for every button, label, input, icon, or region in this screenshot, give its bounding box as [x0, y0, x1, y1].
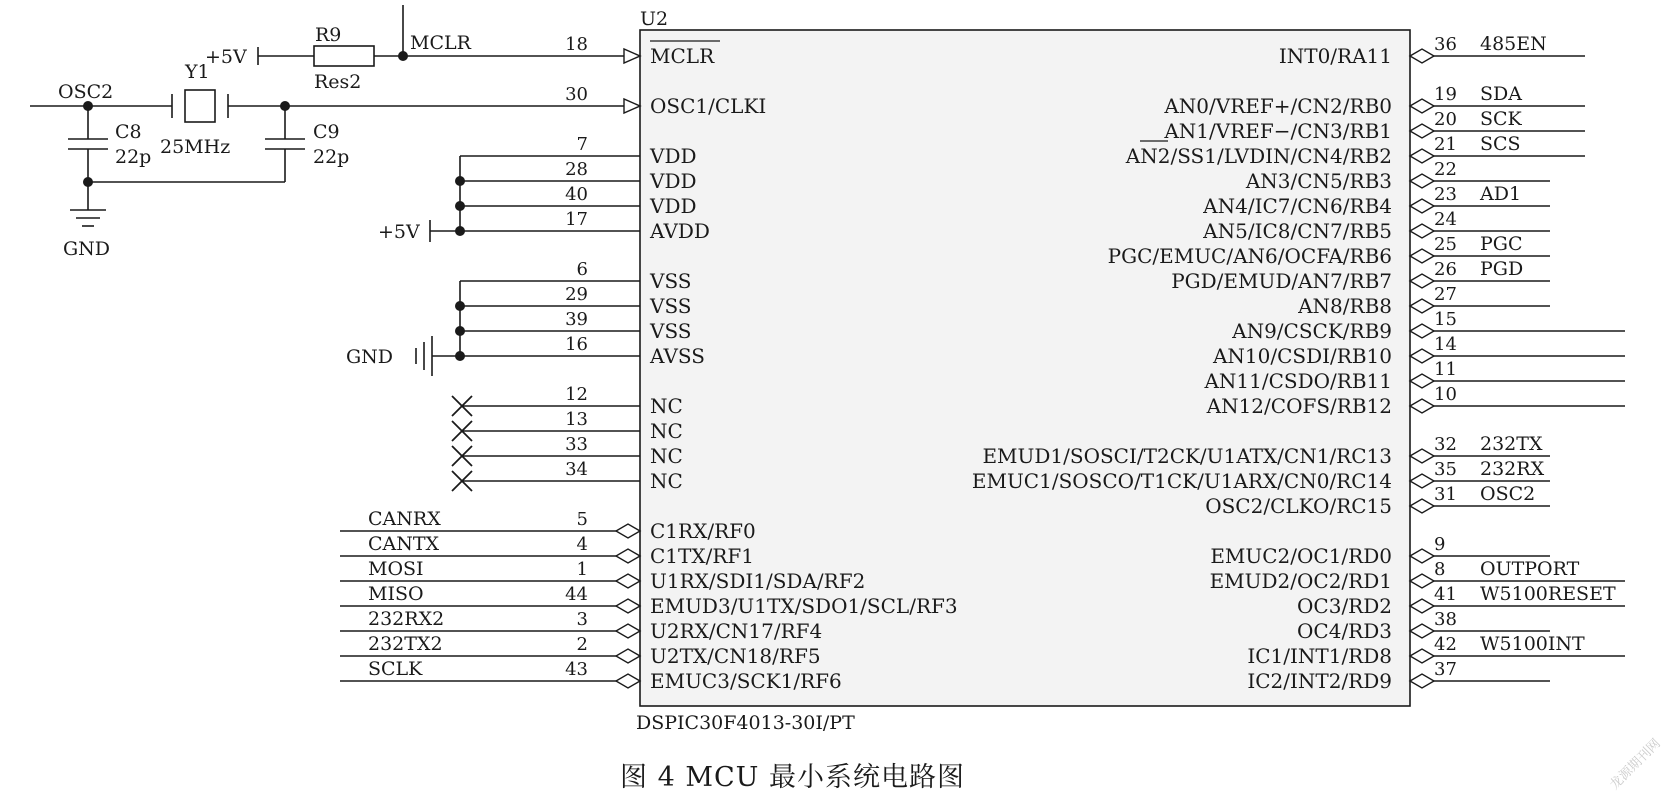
- pin-number: 39: [565, 309, 588, 330]
- resistor-r9: [314, 46, 374, 66]
- pin-name: VSS: [650, 319, 692, 343]
- vss-bus: [416, 281, 460, 376]
- pin-number: 11: [1434, 359, 1457, 380]
- net-label: 232RX2: [368, 608, 445, 630]
- osc2-net-label: OSC2: [58, 81, 114, 103]
- ic-part-number: DSPIC30F4013-30I/PT: [636, 712, 855, 734]
- pin-name: PGC/EMUC/AN6/OCFA/RB6: [1107, 244, 1392, 268]
- pin-number: 29: [565, 284, 588, 305]
- bidir-pin-marker: [1410, 174, 1434, 188]
- bidir-pin-marker: [1410, 599, 1434, 613]
- pin-number: 40: [565, 184, 588, 205]
- pin-name: AN9/CSCK/RB9: [1232, 319, 1392, 343]
- pin-name: VSS: [650, 269, 692, 293]
- pin-name: OC4/RD3: [1297, 619, 1392, 643]
- pin-number: 26: [1434, 259, 1457, 280]
- bidir-pin-marker: [1410, 199, 1434, 213]
- net-label: 232TX2: [368, 633, 443, 655]
- input-pin-marker: [624, 49, 640, 63]
- net-label: SCK: [1480, 108, 1522, 130]
- pin-number: 20: [1434, 109, 1457, 130]
- bidir-pin-marker: [1410, 224, 1434, 238]
- pin-name: C1RX/RF0: [650, 519, 756, 543]
- pin-number: 8: [1434, 559, 1446, 580]
- net-label: SDA: [1480, 83, 1522, 105]
- bidir-pin-marker: [616, 674, 640, 688]
- pin-number: 10: [1434, 384, 1457, 405]
- pin-number: 5: [576, 509, 588, 530]
- pin-name: EMUD1/SOSCI/T2CK/U1ATX/CN1/RC13: [982, 444, 1392, 468]
- net-label: AD1: [1480, 183, 1522, 205]
- pin-name: NC: [650, 394, 683, 418]
- bidir-pin-marker: [616, 524, 640, 538]
- bidir-pin-marker: [1410, 124, 1434, 138]
- net-label: OSC2: [1480, 483, 1536, 505]
- bidir-pin-marker: [1410, 49, 1434, 63]
- net-label: 232TX: [1480, 433, 1543, 455]
- pin-name: OSC1/CLKI: [650, 94, 767, 118]
- figure-caption: 图 4 MCU 最小系统电路图: [620, 762, 965, 793]
- net-label: OUTPORT: [1480, 558, 1580, 580]
- pin-number: 22: [1434, 159, 1457, 180]
- pin-name: EMUC2/OC1/RD0: [1210, 544, 1392, 568]
- pin-number: 1: [576, 559, 588, 580]
- pin-number: 38: [1434, 609, 1457, 630]
- pin-number: 43: [565, 659, 588, 680]
- pin-name: EMUC3/SCK1/RF6: [650, 669, 842, 693]
- c8-value: 22p: [115, 146, 152, 168]
- bidir-pin-marker: [616, 599, 640, 613]
- pin-name: VDD: [650, 144, 697, 168]
- pin-number: 6: [576, 259, 588, 280]
- pin-name: OC3/RD2: [1297, 594, 1392, 618]
- crystal-y1: [185, 90, 215, 122]
- bidir-pin-marker: [1410, 674, 1434, 688]
- c9-ref: C9: [313, 121, 340, 143]
- oscillator-circuit: [30, 90, 470, 226]
- pin-number: 31: [1434, 484, 1457, 505]
- net-label: PGD: [1480, 258, 1524, 280]
- net-label: CANTX: [368, 533, 440, 555]
- pin-number: 27: [1434, 284, 1457, 305]
- pin-name: C1TX/RF1: [650, 544, 755, 568]
- pin-number: 32: [1434, 434, 1457, 455]
- bidir-pin-marker: [1410, 649, 1434, 663]
- pin-name: U1RX/SDI1/SDA/RF2: [650, 569, 866, 593]
- pin-name: AN5/IC8/CN7/RB5: [1203, 219, 1392, 243]
- pin-name: IC2/INT2/RD9: [1247, 669, 1392, 693]
- bidir-pin-marker: [1410, 549, 1434, 563]
- pin-name: AN3/CN5/RB3: [1245, 169, 1392, 193]
- bidir-pin-marker: [616, 574, 640, 588]
- bidir-pin-marker: [1410, 574, 1434, 588]
- pin-name: AVDD: [650, 219, 710, 243]
- pin-name: NC: [650, 444, 683, 468]
- pin-number: 21: [1434, 134, 1457, 155]
- pin-name: NC: [650, 419, 683, 443]
- mclr-net-label: MCLR: [410, 32, 471, 54]
- pin-name: AN4/IC7/CN6/RB4: [1203, 194, 1392, 218]
- junction-dot: [280, 101, 290, 111]
- watermark: 龙源期刊网: [1607, 736, 1664, 793]
- pin-name: U2TX/CN18/RF5: [650, 644, 821, 668]
- pin-name: AN2/SS1/LVDIN/CN4/RB2: [1125, 144, 1392, 168]
- bidir-pin-marker: [616, 649, 640, 663]
- pin-name: MCLR: [650, 44, 715, 68]
- pin-name: EMUC1/SOSCO/T1CK/U1ARX/CN0/RC14: [971, 469, 1392, 493]
- net-label: W5100INT: [1480, 633, 1585, 655]
- bidir-pin-marker: [1410, 474, 1434, 488]
- pin-number: 17: [565, 209, 588, 230]
- junction-dot: [455, 301, 465, 311]
- net-label: W5100RESET: [1480, 583, 1616, 605]
- pin-name: EMUD3/U1TX/SDO1/SCL/RF3: [650, 594, 958, 618]
- pin-number: 25: [1434, 234, 1457, 255]
- net-label: 232RX: [1480, 458, 1545, 480]
- pin-number: 14: [1434, 334, 1457, 355]
- junction-dot: [455, 176, 465, 186]
- net-label: MOSI: [368, 558, 424, 580]
- pin-name: EMUD2/OC2/RD1: [1209, 569, 1392, 593]
- y1-ref: Y1: [185, 61, 210, 83]
- junction-dot: [83, 177, 93, 187]
- pin-name: U2RX/CN17/RF4: [650, 619, 823, 643]
- pin-number: 34: [565, 459, 588, 480]
- pin-name: PGD/EMUD/AN7/RB7: [1171, 269, 1392, 293]
- bidir-pin-marker: [616, 549, 640, 563]
- pin-name: AN11/CSDO/RB11: [1204, 369, 1392, 393]
- bidir-pin-marker: [1410, 249, 1434, 263]
- bidir-pin-marker: [1410, 349, 1434, 363]
- r9-ref: R9: [315, 24, 342, 46]
- junction-dot: [455, 201, 465, 211]
- pin-number: 15: [1434, 309, 1457, 330]
- bidir-pin-marker: [1410, 374, 1434, 388]
- pin-number: 12: [565, 384, 588, 405]
- pin-name: VDD: [650, 194, 697, 218]
- ic-designator: U2: [640, 8, 669, 30]
- net-label: CANRX: [368, 508, 441, 530]
- input-pin-marker: [624, 99, 640, 113]
- pin-name: NC: [650, 469, 683, 493]
- gnd-label-osc: GND: [63, 238, 111, 260]
- bidir-pin-marker: [1410, 274, 1434, 288]
- junction-dot: [455, 226, 465, 236]
- pin-name: AVSS: [650, 344, 705, 368]
- bidir-pin-marker: [1410, 149, 1434, 163]
- pin-name: AN1/VREF−/CN3/RB1: [1164, 119, 1392, 143]
- pin-name: VSS: [650, 294, 692, 318]
- net-label: MISO: [368, 583, 424, 605]
- bidir-pin-marker: [1410, 399, 1434, 413]
- net-label: SCS: [1480, 133, 1521, 155]
- junction-dot: [455, 351, 465, 361]
- pin-number: 41: [1434, 584, 1457, 605]
- pin-name: AN12/COFS/RB12: [1206, 394, 1392, 418]
- bidir-pin-marker: [1410, 99, 1434, 113]
- pin-number: 18: [565, 34, 588, 55]
- junction-dot: [398, 51, 408, 61]
- c8-ref: C8: [115, 121, 142, 143]
- bidir-pin-marker: [1410, 449, 1434, 463]
- pin-number: 4: [576, 534, 588, 555]
- net-label: PGC: [1480, 233, 1523, 255]
- pin-number: 30: [565, 84, 588, 105]
- pin-name: AN8/RB8: [1298, 294, 1392, 318]
- bidir-pin-marker: [1410, 299, 1434, 313]
- pin-number: 33: [565, 434, 588, 455]
- pin-number: 2: [576, 634, 588, 655]
- pin-number: 35: [1434, 459, 1457, 480]
- c9-value: 22p: [313, 146, 350, 168]
- pin-name: IC1/INT1/RD8: [1247, 644, 1392, 668]
- pin-name: AN10/CSDI/RB10: [1212, 344, 1392, 368]
- pin-number: 19: [1434, 84, 1457, 105]
- pin-number: 28: [565, 159, 588, 180]
- plus5v-label: +5V: [205, 46, 247, 68]
- pin-number: 36: [1434, 34, 1457, 55]
- y1-value: 25MHz: [160, 136, 231, 158]
- pin-number: 24: [1434, 209, 1457, 230]
- pin-number: 44: [565, 584, 588, 605]
- bidir-pin-marker: [1410, 499, 1434, 513]
- pin-number: 23: [1434, 184, 1457, 205]
- net-label: SCLK: [368, 658, 423, 680]
- pin-number: 9: [1434, 534, 1446, 555]
- pin-name: VDD: [650, 169, 697, 193]
- plus5v-label-vdd: +5V: [378, 221, 420, 243]
- net-label: 485EN: [1480, 33, 1547, 55]
- pin-number: 13: [565, 409, 588, 430]
- junction-dot: [455, 326, 465, 336]
- pin-name: OSC2/CLKO/RC15: [1205, 494, 1392, 518]
- bidir-pin-marker: [616, 624, 640, 638]
- pin-number: 7: [576, 134, 588, 155]
- r9-value: Res2: [314, 71, 362, 93]
- pin-name: AN0/VREF+/CN2/RB0: [1164, 94, 1392, 118]
- pin-name: INT0/RA11: [1278, 44, 1392, 68]
- pin-number: 16: [565, 334, 588, 355]
- pin-number: 3: [576, 609, 588, 630]
- bidir-pin-marker: [1410, 624, 1434, 638]
- pin-number: 37: [1434, 659, 1457, 680]
- gnd-label-vss: GND: [346, 346, 394, 368]
- bidir-pin-marker: [1410, 324, 1434, 338]
- pin-number: 42: [1434, 634, 1457, 655]
